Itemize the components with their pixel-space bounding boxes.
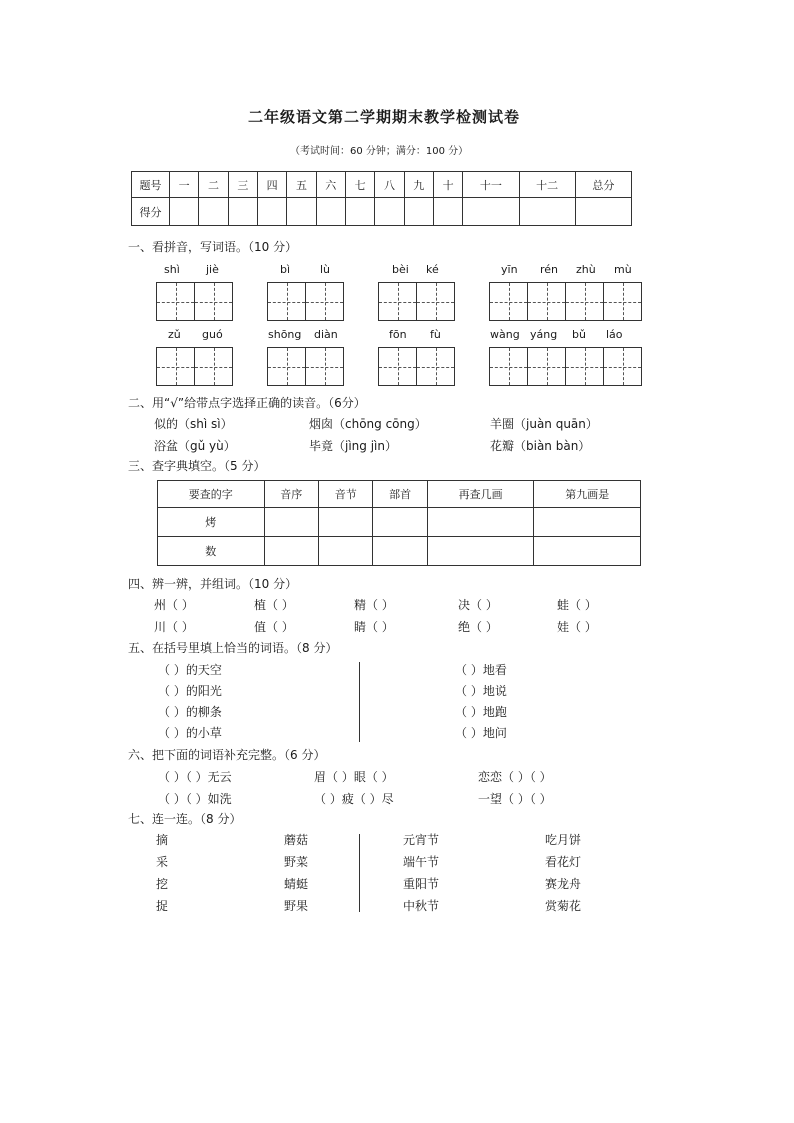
phrase-blank[interactable]: （ ）地问	[455, 726, 507, 740]
dict-char-cell: 数	[158, 537, 265, 566]
dict-answer-cell[interactable]	[534, 537, 641, 566]
match-festival[interactable]: 元宵节	[403, 833, 440, 847]
score-cell[interactable]	[316, 198, 345, 226]
idiom-blank[interactable]: （ ）疲（ ）尽	[314, 792, 394, 806]
dict-header-cell: 音序	[264, 481, 318, 508]
match-custom[interactable]: 看花灯	[545, 855, 582, 869]
pinyin-label: fōn	[389, 328, 407, 341]
divider	[359, 834, 360, 912]
page-title: 二年级语文第二学期期末教学检测试卷	[248, 108, 521, 126]
match-verb[interactable]: 捉	[156, 899, 169, 913]
pinyin-label: jiè	[206, 263, 219, 276]
score-header-cell: 五	[287, 172, 316, 198]
pinyin-label: bèi	[392, 263, 409, 276]
writing-box[interactable]	[565, 347, 604, 386]
score-cell[interactable]	[575, 198, 631, 226]
score-cell[interactable]	[404, 198, 433, 226]
writing-box[interactable]	[305, 347, 344, 386]
writing-box[interactable]	[489, 282, 528, 321]
score-cell[interactable]	[287, 198, 316, 226]
score-cell[interactable]	[375, 198, 404, 226]
section-3-heading: 三、查字典填空。（5 分）	[128, 459, 266, 473]
word-blank[interactable]: 决（ ）	[458, 598, 498, 612]
score-header-cell: 八	[375, 172, 404, 198]
dict-answer-cell[interactable]	[318, 508, 372, 537]
word-blank[interactable]: 蛙（ ）	[557, 598, 597, 612]
pinyin-label: zhù	[576, 263, 596, 276]
dict-answer-cell[interactable]	[373, 508, 427, 537]
writing-box[interactable]	[194, 282, 233, 321]
match-verb[interactable]: 挖	[156, 877, 169, 891]
writing-box[interactable]	[156, 347, 195, 386]
score-header-cell: 题号	[132, 172, 170, 198]
match-custom[interactable]: 吃月饼	[545, 833, 582, 847]
idiom-blank[interactable]: （ ）（ ）如洗	[158, 792, 232, 806]
writing-box[interactable]	[305, 282, 344, 321]
divider	[359, 662, 360, 742]
writing-box[interactable]	[378, 282, 417, 321]
pinyin-label: fù	[430, 328, 441, 341]
word-blank[interactable]: 川（ ）	[154, 620, 194, 634]
score-cell[interactable]	[345, 198, 374, 226]
pinyin-label: bì	[280, 263, 291, 276]
writing-box[interactable]	[378, 347, 417, 386]
writing-box[interactable]	[527, 282, 566, 321]
section-5-heading: 五、在括号里填上恰当的词语。（8 分）	[128, 641, 338, 655]
score-header-cell: 二	[199, 172, 228, 198]
writing-box[interactable]	[194, 347, 233, 386]
score-table	[131, 171, 632, 226]
pinyin-label: lù	[320, 263, 331, 276]
match-festival[interactable]: 重阳节	[403, 877, 440, 891]
reading-item[interactable]: 似的（shì sì）	[154, 417, 233, 431]
pinyin-label: bǔ	[572, 328, 586, 341]
section-4-heading: 四、辨一辨，并组词。（10 分）	[128, 577, 298, 591]
phrase-blank[interactable]: （ ）的小草	[158, 726, 222, 740]
score-header-cell: 七	[345, 172, 374, 198]
pinyin-label: ké	[426, 263, 439, 276]
word-blank[interactable]: 娃（ ）	[557, 620, 597, 634]
pinyin-label: diàn	[314, 328, 338, 341]
score-cell[interactable]	[199, 198, 228, 226]
score-cell[interactable]	[170, 198, 199, 226]
pinyin-label: wàng	[490, 328, 520, 341]
writing-box[interactable]	[603, 282, 642, 321]
match-noun[interactable]: 蘑菇	[284, 833, 309, 847]
dict-answer-cell[interactable]	[427, 537, 534, 566]
score-header-cell: 总分	[575, 172, 631, 198]
writing-box[interactable]	[416, 282, 455, 321]
word-blank[interactable]: 植（ ）	[254, 598, 294, 612]
phrase-blank[interactable]: （ ）的天空	[158, 663, 222, 677]
section-2-heading: 二、用“√”给带点字选择正确的读音。（6分）	[128, 396, 366, 410]
match-verb[interactable]: 采	[156, 855, 169, 869]
section-6-heading: 六、把下面的词语补充完整。（6 分）	[128, 748, 326, 762]
reading-item[interactable]: 烟囱（chōng cōng）	[309, 417, 427, 431]
phrase-blank[interactable]: （ ）地看	[455, 663, 507, 677]
pinyin-label: láo	[606, 328, 623, 341]
dictionary-table	[157, 480, 641, 566]
match-festival[interactable]: 中秋节	[403, 899, 440, 913]
reading-item[interactable]: 花瓣（biàn bàn）	[490, 439, 591, 453]
word-blank[interactable]: 精（ ）	[354, 598, 394, 612]
score-header-cell: 六	[316, 172, 345, 198]
match-festival[interactable]: 端午节	[403, 855, 440, 869]
dict-answer-cell[interactable]	[318, 537, 372, 566]
word-blank[interactable]: 州（ ）	[154, 598, 194, 612]
dict-header-cell: 再查几画	[427, 481, 534, 508]
idiom-blank[interactable]: 眉（ ）眼（ ）	[314, 770, 394, 784]
score-cell[interactable]	[463, 198, 519, 226]
phrase-blank[interactable]: （ ）地跑	[455, 705, 507, 719]
pinyin-label: shōng	[268, 328, 302, 341]
pinyin-label: shì	[164, 263, 180, 276]
writing-box[interactable]	[527, 347, 566, 386]
pinyin-label: rén	[540, 263, 559, 276]
word-blank[interactable]: 睛（ ）	[354, 620, 394, 634]
writing-box[interactable]	[489, 347, 528, 386]
score-cell[interactable]	[257, 198, 286, 226]
phrase-blank[interactable]: （ ）地说	[455, 684, 507, 698]
writing-box[interactable]	[565, 282, 604, 321]
idiom-blank[interactable]: （ ）（ ）无云	[158, 770, 232, 784]
idiom-blank[interactable]: 一望（ ）（ ）	[478, 792, 552, 806]
score-header-cell: 一	[170, 172, 199, 198]
dict-header-cell: 要查的字	[158, 481, 265, 508]
idiom-blank[interactable]: 恋恋（ ）（ ）	[478, 770, 552, 784]
reading-item[interactable]: 羊圈（juàn quān）	[490, 417, 598, 431]
dict-answer-cell[interactable]	[264, 508, 318, 537]
pinyin-label: yáng	[530, 328, 558, 341]
writing-box[interactable]	[603, 347, 642, 386]
section-1-heading: 一、看拼音，写词语。（10 分）	[128, 240, 298, 254]
score-cell[interactable]	[228, 198, 257, 226]
dict-answer-cell[interactable]	[427, 508, 534, 537]
match-noun[interactable]: 蜻蜓	[284, 877, 309, 891]
writing-box[interactable]	[156, 282, 195, 321]
score-header-cell: 四	[257, 172, 286, 198]
writing-box[interactable]	[267, 282, 306, 321]
exam-info: （考试时间：60 分钟；满分：100 分）	[290, 146, 469, 157]
pinyin-label: yīn	[501, 263, 518, 276]
section-7-heading: 七、连一连。（8 分）	[128, 812, 242, 826]
score-header-cell: 十二	[519, 172, 575, 198]
score-row-label: 得分	[132, 198, 170, 226]
dict-header-cell: 第九画是	[534, 481, 641, 508]
writing-box[interactable]	[267, 347, 306, 386]
match-noun[interactable]: 野菜	[284, 855, 309, 869]
dict-header-cell: 部首	[373, 481, 427, 508]
reading-item[interactable]: 毕竟（jìng jìn）	[309, 439, 397, 453]
word-blank[interactable]: 值（ ）	[254, 620, 294, 634]
phrase-blank[interactable]: （ ）的柳条	[158, 705, 222, 719]
score-header-cell: 九	[404, 172, 433, 198]
match-noun[interactable]: 野果	[284, 899, 309, 913]
pinyin-label: guó	[202, 328, 223, 341]
dict-answer-cell[interactable]	[264, 537, 318, 566]
match-custom[interactable]: 赛龙舟	[545, 877, 582, 891]
dict-answer-cell[interactable]	[534, 508, 641, 537]
dict-answer-cell[interactable]	[373, 537, 427, 566]
phrase-blank[interactable]: （ ）的阳光	[158, 684, 222, 698]
score-header-cell: 三	[228, 172, 257, 198]
score-cell[interactable]	[433, 198, 462, 226]
score-header-cell: 十一	[463, 172, 519, 198]
word-blank[interactable]: 绝（ ）	[458, 620, 498, 634]
match-verb[interactable]: 摘	[156, 833, 169, 847]
pinyin-label: zǔ	[168, 328, 181, 341]
pinyin-label: mù	[614, 263, 632, 276]
score-cell[interactable]	[519, 198, 575, 226]
writing-box[interactable]	[416, 347, 455, 386]
reading-item[interactable]: 浴盆（gǔ yù）	[154, 439, 236, 453]
dict-char-cell: 烤	[158, 508, 265, 537]
match-custom[interactable]: 赏菊花	[545, 899, 582, 913]
score-header-cell: 十	[433, 172, 462, 198]
dict-header-cell: 音节	[318, 481, 372, 508]
